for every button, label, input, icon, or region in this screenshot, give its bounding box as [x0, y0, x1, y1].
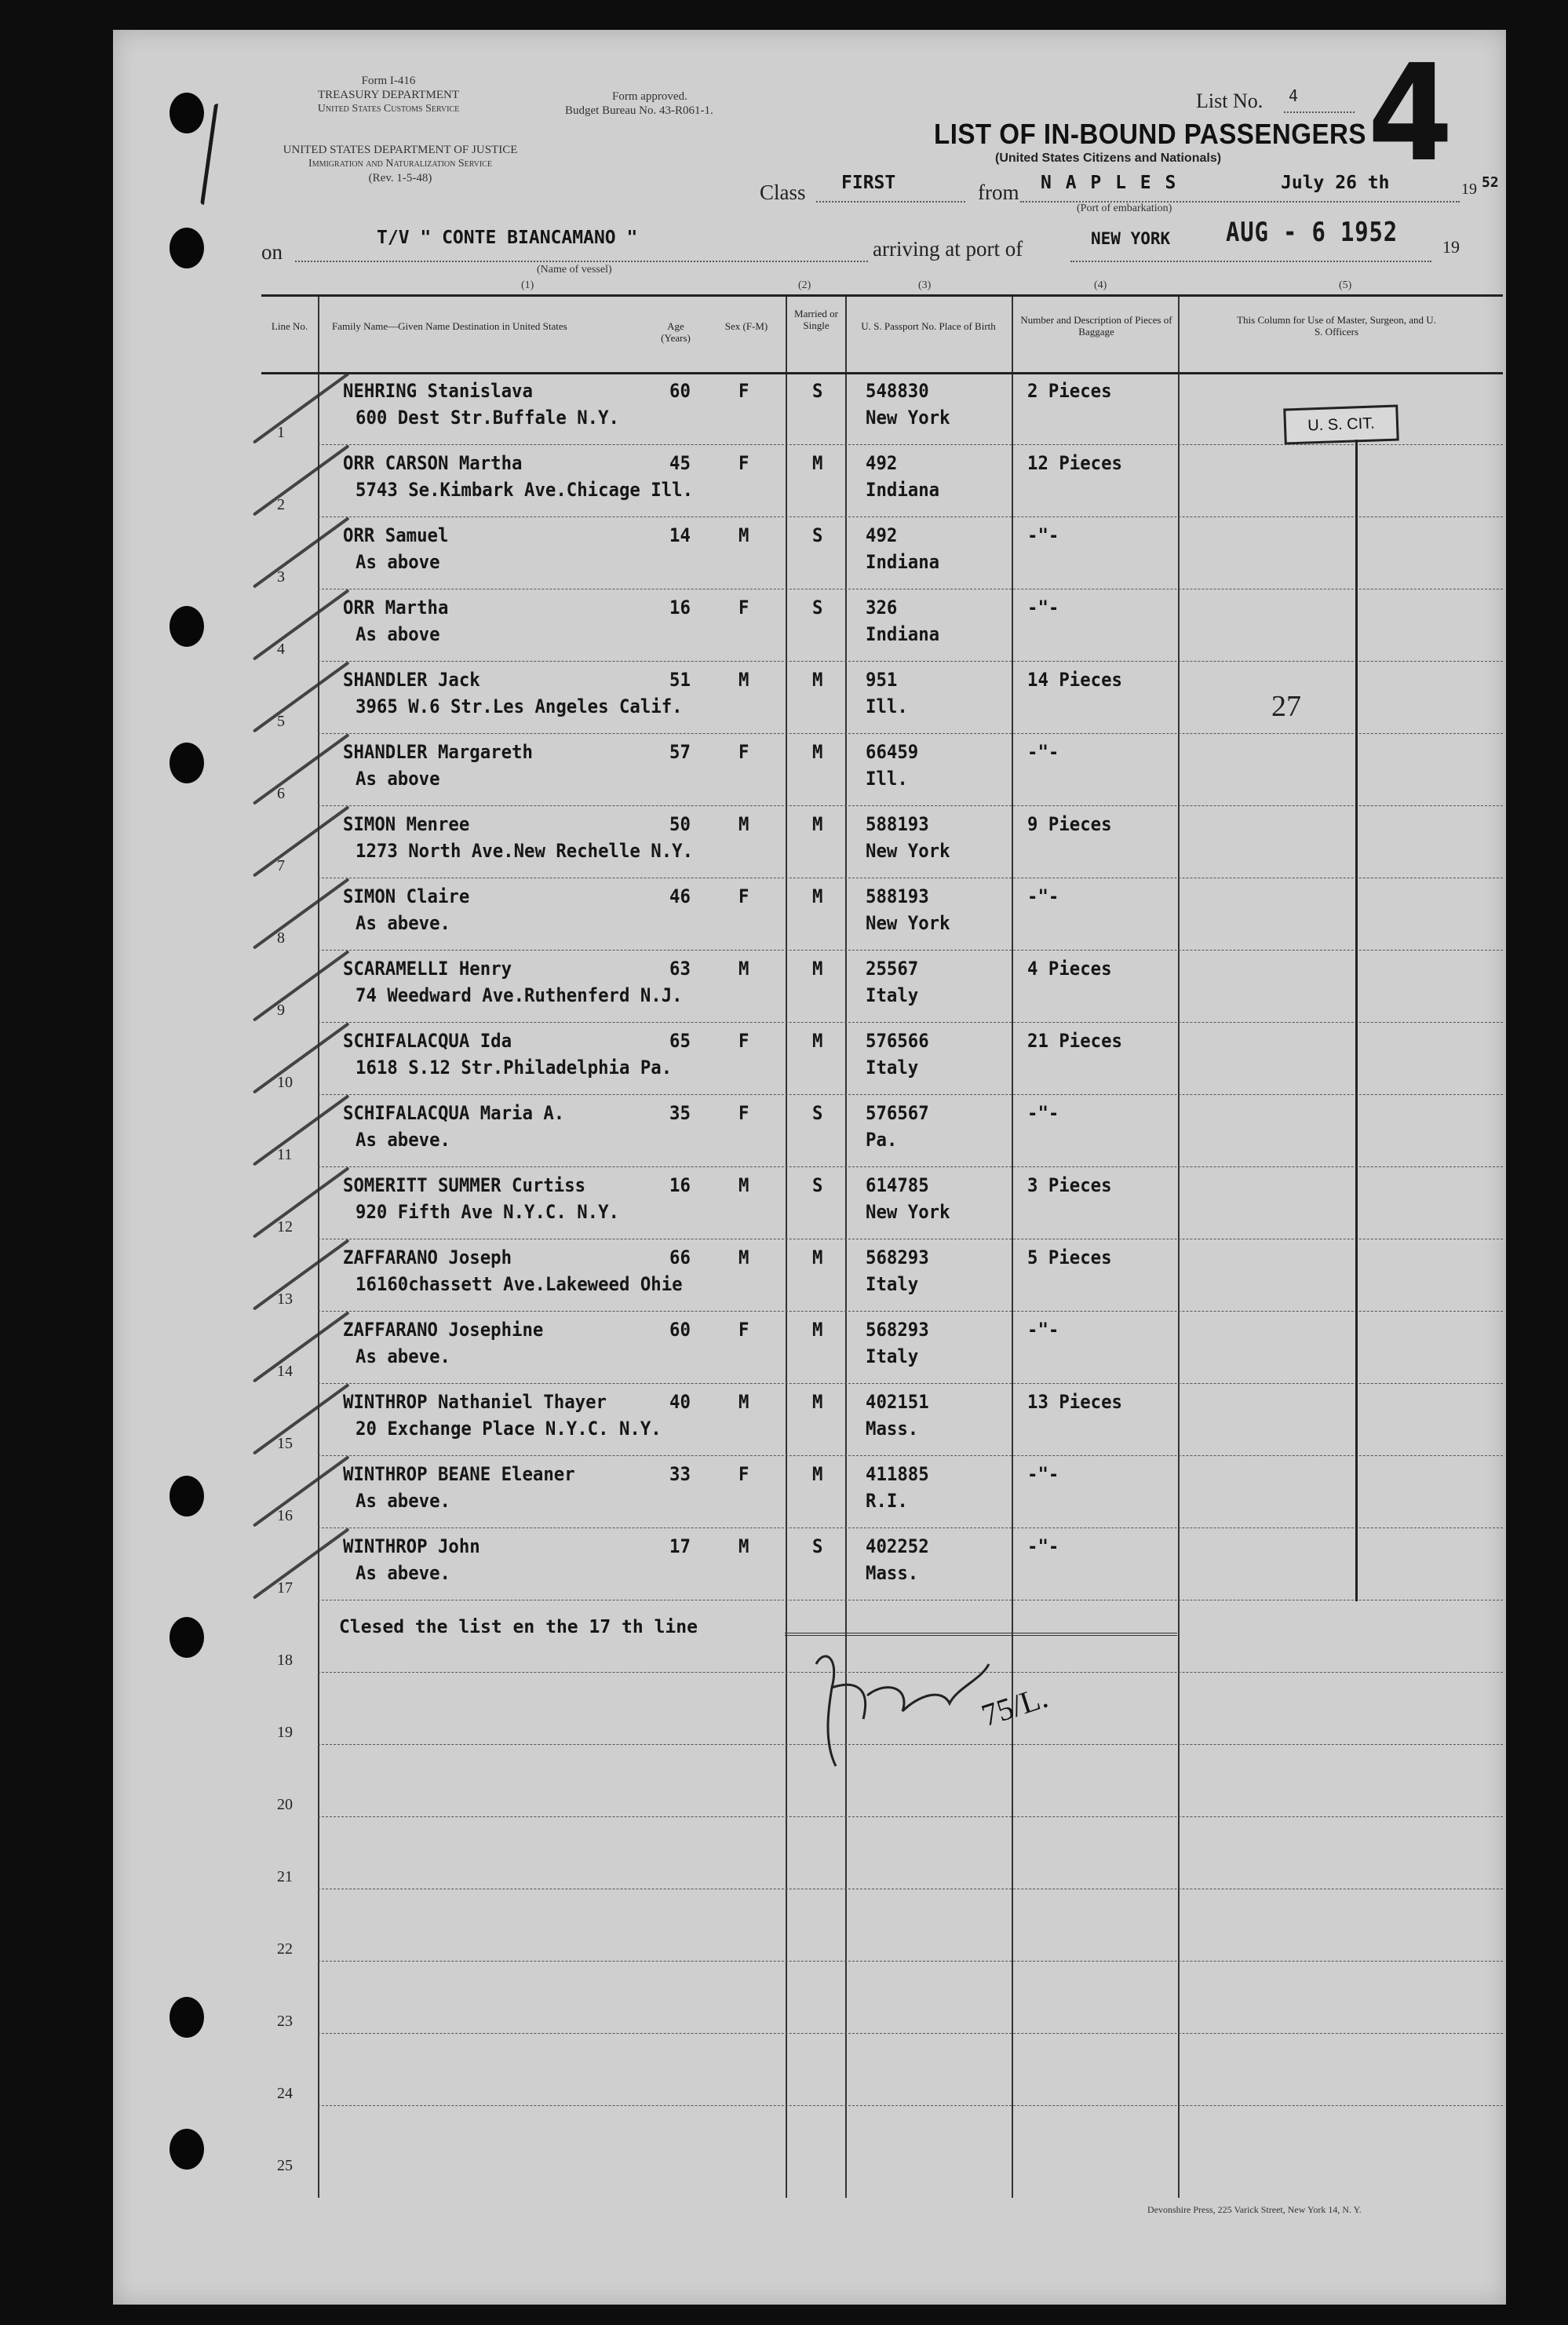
class-label: Class	[760, 181, 806, 204]
row-divider	[318, 950, 1503, 951]
from-value: N A P L E S	[1041, 173, 1178, 193]
passenger-name: WINTHROP John	[343, 1535, 480, 1557]
printer-footer: Devonshire Press, 225 Varick Street, New York 14, N. Y.	[1147, 2204, 1362, 2215]
row-divider	[318, 1094, 1503, 1095]
age: 63	[669, 958, 691, 980]
punch-hole	[170, 93, 204, 133]
place-of-birth: Indiana	[866, 479, 940, 501]
destination: As abeve.	[356, 1490, 450, 1512]
line-number: 5	[277, 713, 285, 730]
list-no-label: List No.	[1196, 89, 1264, 112]
line-number: 15	[277, 1435, 293, 1452]
destination: 920 Fifth Ave N.Y.C. N.Y.	[356, 1201, 619, 1223]
marital-status: M	[812, 669, 823, 691]
sex: F	[738, 1319, 749, 1341]
line-number: 14	[277, 1363, 293, 1380]
passport-number: 588193	[866, 885, 929, 907]
closed-list-note: Clesed the list en the 17 th line	[339, 1617, 698, 1637]
passport-number: 576566	[866, 1030, 929, 1052]
line-number: 8	[277, 929, 285, 947]
passenger-name: SHANDLER Jack	[343, 669, 480, 691]
marital-status: S	[812, 597, 823, 619]
passport-number: 66459	[866, 741, 919, 763]
baggage: -"-	[1027, 1319, 1059, 1341]
page-subtitle: (United States Citizens and Nationals)	[995, 151, 1222, 165]
col-num-2: (2)	[798, 279, 811, 291]
line-number: 17	[277, 1579, 293, 1597]
place-of-birth: New York	[866, 1201, 950, 1223]
sex: M	[738, 1535, 749, 1557]
arriving-port: NEW YORK	[1091, 229, 1171, 248]
justice-dept: UNITED STATES DEPARTMENT OF JUSTICE	[283, 144, 518, 156]
th-officers: This Column for Use of Master, Surgeon, and U. S. Officers	[1237, 314, 1436, 338]
passport-number: 576567	[866, 1102, 929, 1124]
punch-hole	[170, 2129, 204, 2170]
place-of-birth: Mass.	[866, 1418, 919, 1440]
passport-number: 568293	[866, 1246, 929, 1268]
destination: 16160chassett Ave.Lakeweed Ohie	[356, 1273, 683, 1295]
sex: M	[738, 1391, 749, 1413]
baggage: 5 Pieces	[1027, 1246, 1112, 1268]
sex: F	[738, 741, 749, 763]
baggage: -"-	[1027, 524, 1059, 546]
line-number: 19	[277, 1724, 293, 1741]
sex: F	[738, 1463, 749, 1485]
baggage: -"-	[1027, 1102, 1059, 1124]
marital-status: M	[812, 813, 823, 835]
baggage: -"-	[1027, 1463, 1059, 1485]
place-of-birth: Mass.	[866, 1562, 919, 1584]
age: 14	[669, 524, 691, 546]
destination: As abeve.	[356, 1129, 450, 1151]
passenger-table	[261, 294, 1503, 2198]
baggage: -"-	[1027, 597, 1059, 619]
row-divider	[318, 1383, 1503, 1384]
class-line	[816, 201, 965, 203]
destination: As abeve.	[356, 1345, 450, 1367]
passport-number: 548830	[866, 380, 929, 402]
row-divider	[318, 1527, 1503, 1528]
col-num-3: (3)	[918, 279, 932, 291]
line-number: 22	[277, 1940, 293, 1958]
sex: F	[738, 452, 749, 474]
passenger-name: ORR Samuel	[343, 524, 449, 546]
col-divider	[318, 297, 319, 2198]
punch-hole	[170, 1617, 204, 1658]
age: 40	[669, 1391, 691, 1413]
place-of-birth: Italy	[866, 984, 919, 1006]
row-divider	[318, 444, 1503, 445]
page-title: LIST OF IN-BOUND PASSENGERS	[934, 118, 1366, 150]
destination: 1273 North Ave.New Rechelle N.Y.	[356, 840, 694, 862]
row-divider	[318, 1166, 1503, 1167]
line-number: 1	[277, 424, 285, 441]
place-of-birth: Ill.	[866, 768, 908, 790]
baggage: 9 Pieces	[1027, 813, 1112, 835]
place-of-birth: Italy	[866, 1273, 919, 1295]
big-list-number: 4	[1367, 36, 1453, 192]
marital-status: S	[812, 380, 823, 402]
sex: F	[738, 597, 749, 619]
marital-status: M	[812, 1319, 823, 1341]
marital-status: M	[812, 885, 823, 907]
line-number: 21	[277, 1868, 293, 1885]
passport-number: 614785	[866, 1174, 929, 1196]
line-number: 24	[277, 2085, 293, 2102]
th-sex: Sex (F-M)	[724, 320, 768, 332]
age: 66	[669, 1246, 691, 1268]
sex: M	[738, 1174, 749, 1196]
passenger-name: SCARAMELLI Henry	[343, 958, 512, 980]
col-num-1: (1)	[521, 279, 534, 291]
place-of-birth: New York	[866, 840, 950, 862]
col-divider	[1012, 297, 1013, 2198]
passport-number: 568293	[866, 1319, 929, 1341]
row-divider	[318, 661, 1503, 662]
row-divider	[318, 516, 1503, 517]
line-number: 4	[277, 641, 285, 658]
signature-note: 75/L.	[977, 1678, 1052, 1734]
line-number: 11	[277, 1146, 293, 1163]
table-header	[261, 297, 1503, 374]
baggage: 3 Pieces	[1027, 1174, 1112, 1196]
sex: F	[738, 1102, 749, 1124]
marital-status: S	[812, 524, 823, 546]
sex: M	[738, 958, 749, 980]
destination: As above	[356, 623, 440, 645]
arriving-label: arriving at port of	[873, 237, 1023, 261]
sex: F	[738, 1030, 749, 1052]
passport-number: 402151	[866, 1391, 929, 1413]
line-number: 23	[277, 2013, 293, 2030]
marital-status: S	[812, 1535, 823, 1557]
place-of-birth: New York	[866, 407, 950, 429]
passenger-name: ZAFFARANO Joseph	[343, 1246, 512, 1268]
line-number: 7	[277, 857, 285, 874]
officer-signature	[793, 1633, 1012, 1790]
sex: F	[738, 885, 749, 907]
passenger-name: ORR Martha	[343, 597, 449, 619]
arriving-year: 19	[1442, 237, 1460, 257]
th-baggage: Number and Description of Pieces of Baggage	[1020, 314, 1172, 338]
row-divider	[318, 1455, 1503, 1456]
punch-hole	[170, 1997, 204, 2038]
marital-status: M	[812, 1030, 823, 1052]
age: 51	[669, 669, 691, 691]
age: 60	[669, 380, 691, 402]
line-number: 2	[277, 496, 285, 513]
destination: 600 Dest Str.Buffale N.Y.	[356, 407, 619, 429]
port-embarkation-caption: (Port of embarkation)	[1077, 203, 1172, 214]
budget-bureau: Budget Bureau No. 43-R061-1.	[565, 104, 713, 117]
marital-status: M	[812, 741, 823, 763]
vessel-name: T/V " CONTE BIANCAMANO "	[377, 228, 638, 248]
passport-number: 951	[866, 669, 898, 691]
baggage: 4 Pieces	[1027, 958, 1112, 980]
row-divider	[318, 1816, 1503, 1817]
age: 35	[669, 1102, 691, 1124]
place-of-birth: Ill.	[866, 695, 908, 717]
age: 57	[669, 741, 691, 763]
year-suffix: 52	[1482, 174, 1499, 191]
place-of-birth: Italy	[866, 1057, 919, 1079]
line-number: 3	[277, 568, 285, 586]
vessel-line	[295, 261, 868, 262]
punch-hole	[170, 228, 204, 268]
th-age: Age (Years)	[661, 320, 691, 344]
baggage: 14 Pieces	[1027, 669, 1122, 691]
age: 65	[669, 1030, 691, 1052]
marital-status: M	[812, 1463, 823, 1485]
ins-service: Immigration and Naturalization Service	[308, 158, 492, 170]
sex: M	[738, 1246, 749, 1268]
baggage: 12 Pieces	[1027, 452, 1122, 474]
th-married: Married or Single	[794, 308, 838, 331]
form-header-left	[259, 74, 518, 116]
th-name: Family Name—Given Name Destination in United States	[332, 320, 567, 332]
passenger-name: WINTHROP Nathaniel Thayer	[343, 1391, 607, 1413]
passenger-name: SOMERITT SUMMER Curtiss	[343, 1174, 586, 1196]
row-divider	[318, 805, 1503, 806]
list-no-line	[1284, 111, 1355, 113]
punch-hole	[170, 743, 204, 783]
passport-number: 492	[866, 524, 898, 546]
baggage: -"-	[1027, 1535, 1059, 1557]
from-label: from	[978, 181, 1019, 204]
place-of-birth: Indiana	[866, 551, 940, 573]
destination: As abeve.	[356, 1562, 450, 1584]
sex: M	[738, 669, 749, 691]
row-divider	[318, 1311, 1503, 1312]
list-no-value: 4	[1289, 86, 1299, 105]
marital-status: M	[812, 1246, 823, 1268]
passenger-name: ZAFFARANO Josephine	[343, 1319, 544, 1341]
destination: As above	[356, 768, 440, 790]
arrival-date-stamp: AUG - 6 1952	[1226, 217, 1398, 248]
age: 45	[669, 452, 691, 474]
place-of-birth: Indiana	[866, 623, 940, 645]
date-value: July 26 th	[1281, 173, 1390, 193]
destination: 5743 Se.Kimbark Ave.Chicage Ill.	[356, 479, 694, 501]
place-of-birth: Italy	[866, 1345, 919, 1367]
passport-number: 588193	[866, 813, 929, 835]
place-of-birth: Pa.	[866, 1129, 898, 1151]
baggage: 2 Pieces	[1027, 380, 1112, 402]
approval-note	[565, 89, 824, 118]
row-divider	[318, 1022, 1503, 1023]
destination: 1618 S.12 Str.Philadelphia Pa.	[356, 1057, 673, 1079]
destination: 74 Weedward Ave.Ruthenferd N.J.	[356, 984, 683, 1006]
col-divider	[1178, 297, 1180, 2198]
col-num-5: (5)	[1339, 279, 1352, 291]
passport-number: 25567	[866, 958, 919, 980]
th-line-no: Line No.	[271, 320, 308, 332]
age: 33	[669, 1463, 691, 1485]
baggage: 21 Pieces	[1027, 1030, 1122, 1052]
form-number: Form I-416	[361, 75, 416, 87]
marital-status: M	[812, 1391, 823, 1413]
baggage: -"-	[1027, 741, 1059, 763]
row-divider	[318, 2105, 1503, 2106]
justice-header	[235, 143, 565, 185]
on-label: on	[261, 240, 283, 264]
punch-hole	[170, 1476, 204, 1517]
destination: As above	[356, 551, 440, 573]
form-approved: Form approved.	[612, 90, 687, 103]
passport-number: 411885	[866, 1463, 929, 1485]
age: 16	[669, 597, 691, 619]
sex: M	[738, 524, 749, 546]
passport-number: 402252	[866, 1535, 929, 1557]
line-number: 10	[277, 1074, 293, 1091]
line-number: 13	[277, 1290, 293, 1308]
age: 60	[669, 1319, 691, 1341]
passenger-name: SCHIFALACQUA Ida	[343, 1030, 512, 1052]
revision: (Rev. 1-5-48)	[368, 172, 432, 184]
marital-status: M	[812, 452, 823, 474]
col-divider	[845, 297, 847, 2198]
passport-number: 492	[866, 452, 898, 474]
age: 50	[669, 813, 691, 835]
punch-hole	[170, 606, 204, 647]
line-number: 25	[277, 2157, 293, 2174]
passenger-name: WINTHROP BEANE Eleaner	[343, 1463, 575, 1485]
line-number: 18	[277, 1652, 293, 1669]
sex: M	[738, 813, 749, 835]
officer-note-27: 27	[1271, 690, 1301, 723]
marital-status: M	[812, 958, 823, 980]
th-passport: U. S. Passport No. Place of Birth	[861, 320, 996, 332]
line-number: 16	[277, 1507, 293, 1524]
line-number: 6	[277, 785, 285, 802]
age: 17	[669, 1535, 691, 1557]
row-divider	[318, 733, 1503, 734]
year-prefix: 19	[1461, 181, 1477, 198]
us-cit-bracket-line	[1355, 440, 1358, 1601]
marital-status: S	[812, 1174, 823, 1196]
treasury-dept: TREASURY DEPARTMENT	[317, 89, 460, 101]
destination: 3965 W.6 Str.Les Angeles Calif.	[356, 695, 683, 717]
age: 46	[669, 885, 691, 907]
line-number: 20	[277, 1796, 293, 1813]
passenger-name: SCHIFALACQUA Maria A.	[343, 1102, 565, 1124]
passenger-name: SHANDLER Margareth	[343, 741, 533, 763]
passenger-name: SIMON Claire	[343, 885, 470, 907]
baggage: 13 Pieces	[1027, 1391, 1122, 1413]
us-cit-stamp: U. S. CIT.	[1283, 404, 1399, 444]
col-num-4: (4)	[1094, 279, 1107, 291]
line-number: 12	[277, 1218, 293, 1235]
age: 16	[669, 1174, 691, 1196]
line-number: 9	[277, 1002, 285, 1019]
vessel-caption: (Name of vessel)	[537, 264, 612, 276]
row-divider	[318, 2033, 1503, 2034]
place-of-birth: R.I.	[866, 1490, 908, 1512]
destination: 20 Exchange Place N.Y.C. N.Y.	[356, 1418, 662, 1440]
arriving-line	[1070, 261, 1431, 262]
place-of-birth: New York	[866, 912, 950, 934]
row-divider	[318, 1961, 1503, 1962]
destination: As abeve.	[356, 912, 450, 934]
marital-status: S	[812, 1102, 823, 1124]
sex: F	[738, 380, 749, 402]
passenger-name: ORR CARSON Martha	[343, 452, 523, 474]
col-divider	[786, 297, 787, 2198]
class-value: FIRST	[841, 173, 896, 193]
passenger-name: NEHRING Stanislava	[343, 380, 533, 402]
baggage: -"-	[1027, 885, 1059, 907]
passenger-name: SIMON Menree	[343, 813, 470, 835]
passport-number: 326	[866, 597, 898, 619]
customs-service: United States Customs Service	[317, 103, 460, 115]
